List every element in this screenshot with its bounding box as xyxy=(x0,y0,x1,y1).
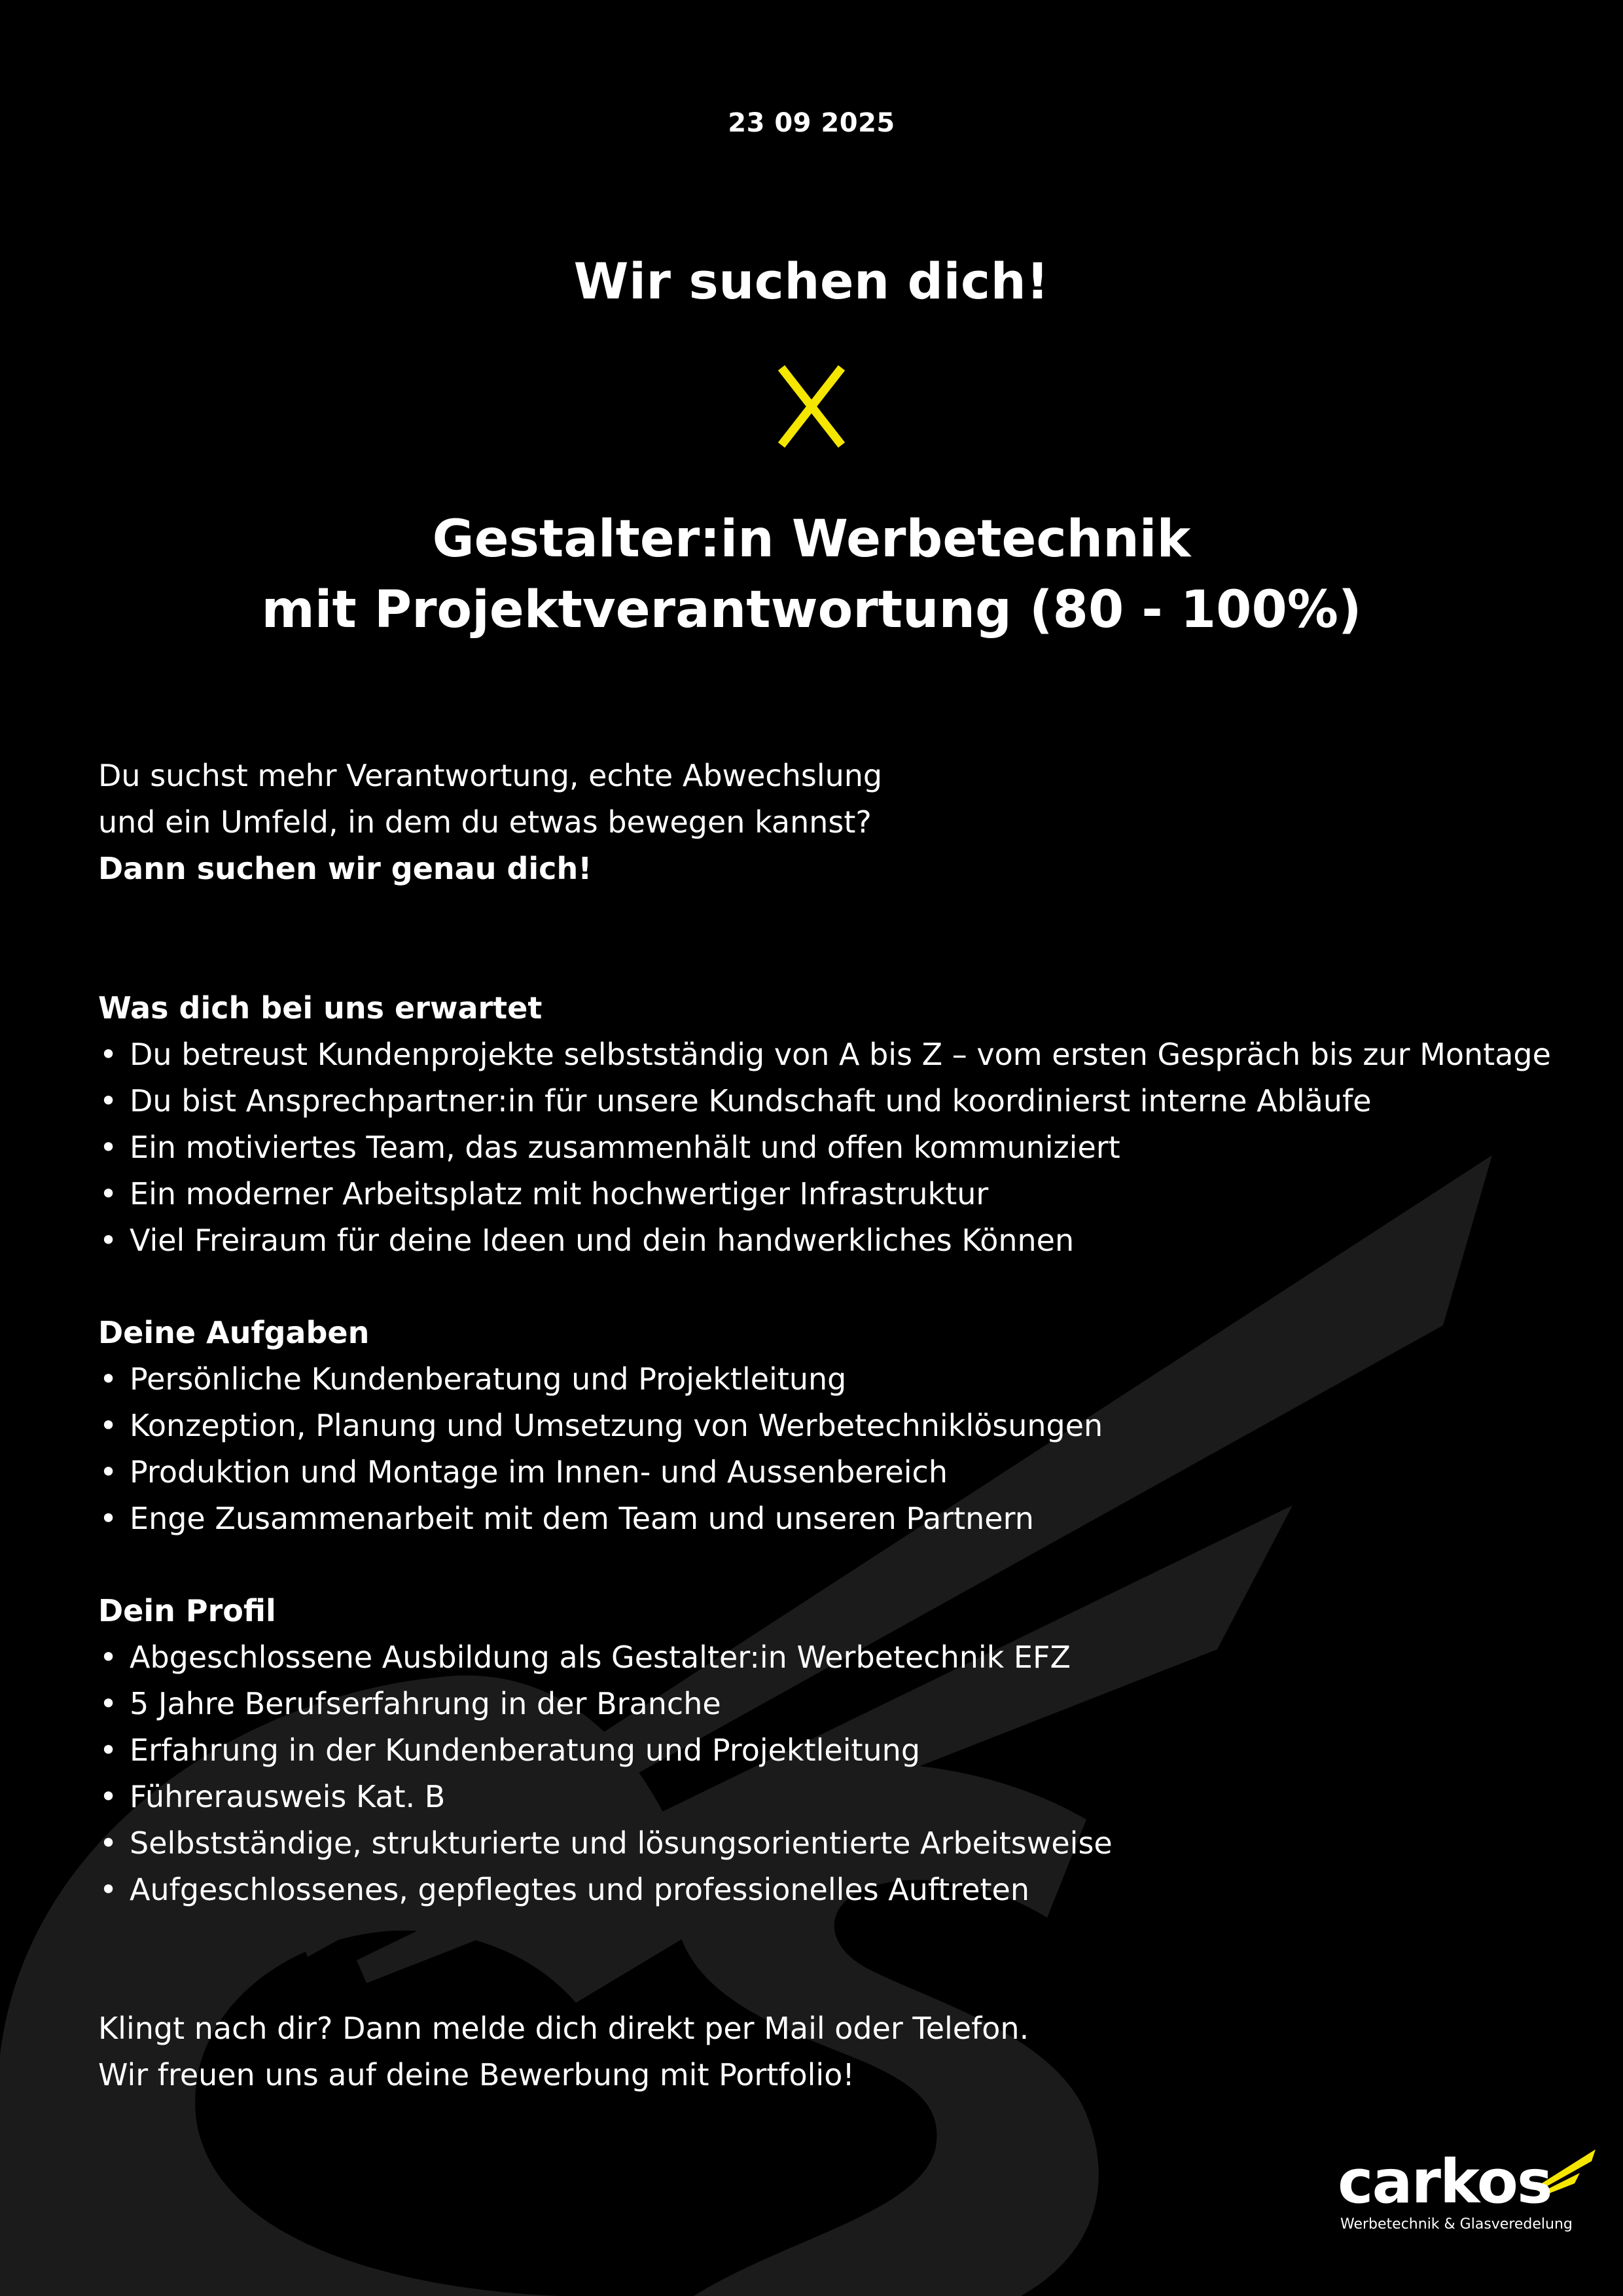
list-item: • Abgeschlossene Ausbildung als Gestalter:in Werbetechnik EFZ xyxy=(98,1634,1571,1681)
list-item: • Selbstständige, strukturierte und lösungsorientierte Arbeitsweise xyxy=(98,1820,1571,1867)
list-item: • Konzeption, Planung und Umsetzung von Werbetechniklösungen xyxy=(98,1403,1571,1449)
section-tasks xyxy=(98,1310,1571,1542)
cross-icon xyxy=(775,364,848,449)
job-title-line-2: mit Projektverantwortung (80 - 100%) xyxy=(261,581,1362,639)
intro-paragraph xyxy=(98,753,1571,892)
list-item: • Führerausweis Kat. B xyxy=(98,1774,1571,1820)
section-title: Dein Profil xyxy=(98,1593,276,1628)
list-item: • Enge Zusammenarbeit mit dem Team und unseren Partnern xyxy=(98,1496,1571,1542)
section-profile xyxy=(98,1588,1571,1913)
job-title-line-1: Gestalter:in Werbetechnik xyxy=(432,510,1191,569)
list-item: • Ein motiviertes Team, das zusammenhält und offen kommuniziert xyxy=(98,1124,1571,1171)
closing-paragraph xyxy=(98,2005,1571,2098)
posting-date: 23 09 2025 xyxy=(728,108,895,138)
intro-line-3: Dann suchen wir genau dich! xyxy=(98,851,592,886)
section-title: Was dich bei uns erwartet xyxy=(98,990,543,1026)
list-item: • Erfahrung in der Kundenberatung und Projektleitung xyxy=(98,1727,1571,1774)
bullet-list xyxy=(98,1356,1571,1542)
intro-line-1: Du suchst mehr Verantwortung, echte Abwechslung xyxy=(98,758,883,793)
logo-wordmark: carkos xyxy=(1338,2147,1552,2217)
section-title: Deine Aufgaben xyxy=(98,1315,370,1350)
logo-tagline: Werbetechnik & Glasveredelung xyxy=(1340,2216,1573,2233)
bullet-list xyxy=(98,1634,1571,1913)
headline: Wir suchen dich! xyxy=(573,252,1050,310)
closing-line-1: Klingt nach dir? Dann melde dich direkt per Mail oder Telefon. xyxy=(98,2011,1029,2046)
company-logo xyxy=(1335,2147,1584,2235)
section-expectations xyxy=(98,985,1571,1264)
closing-line-2: Wir freuen uns auf deine Bewerbung mit Portfolio! xyxy=(98,2057,855,2092)
list-item: • Persönliche Kundenberatung und Projektleitung xyxy=(98,1356,1571,1403)
list-item: • Ein moderner Arbeitsplatz mit hochwertiger Infrastruktur xyxy=(98,1171,1571,1217)
list-item: • Du betreust Kundenprojekte selbstständig von A bis Z – vom ersten Gespräch bis zur Montage xyxy=(98,1031,1571,1078)
job-title xyxy=(0,504,1623,645)
list-item: • Du bist Ansprechpartner:in für unsere Kundschaft und koordinierst interne Abläufe xyxy=(98,1078,1571,1124)
intro-line-2: und ein Umfeld, in dem du etwas bewegen kannst? xyxy=(98,804,872,840)
list-item: • Aufgeschlossenes, gepflegtes und professionelles Auftreten xyxy=(98,1867,1571,1913)
list-item: • Viel Freiraum für deine Ideen und dein handwerkliches Können xyxy=(98,1217,1571,1264)
bullet-list xyxy=(98,1031,1571,1264)
list-item: • Produktion und Montage im Innen- und Aussenbereich xyxy=(98,1449,1571,1496)
list-item: • 5 Jahre Berufserfahrung in der Branche xyxy=(98,1681,1571,1727)
